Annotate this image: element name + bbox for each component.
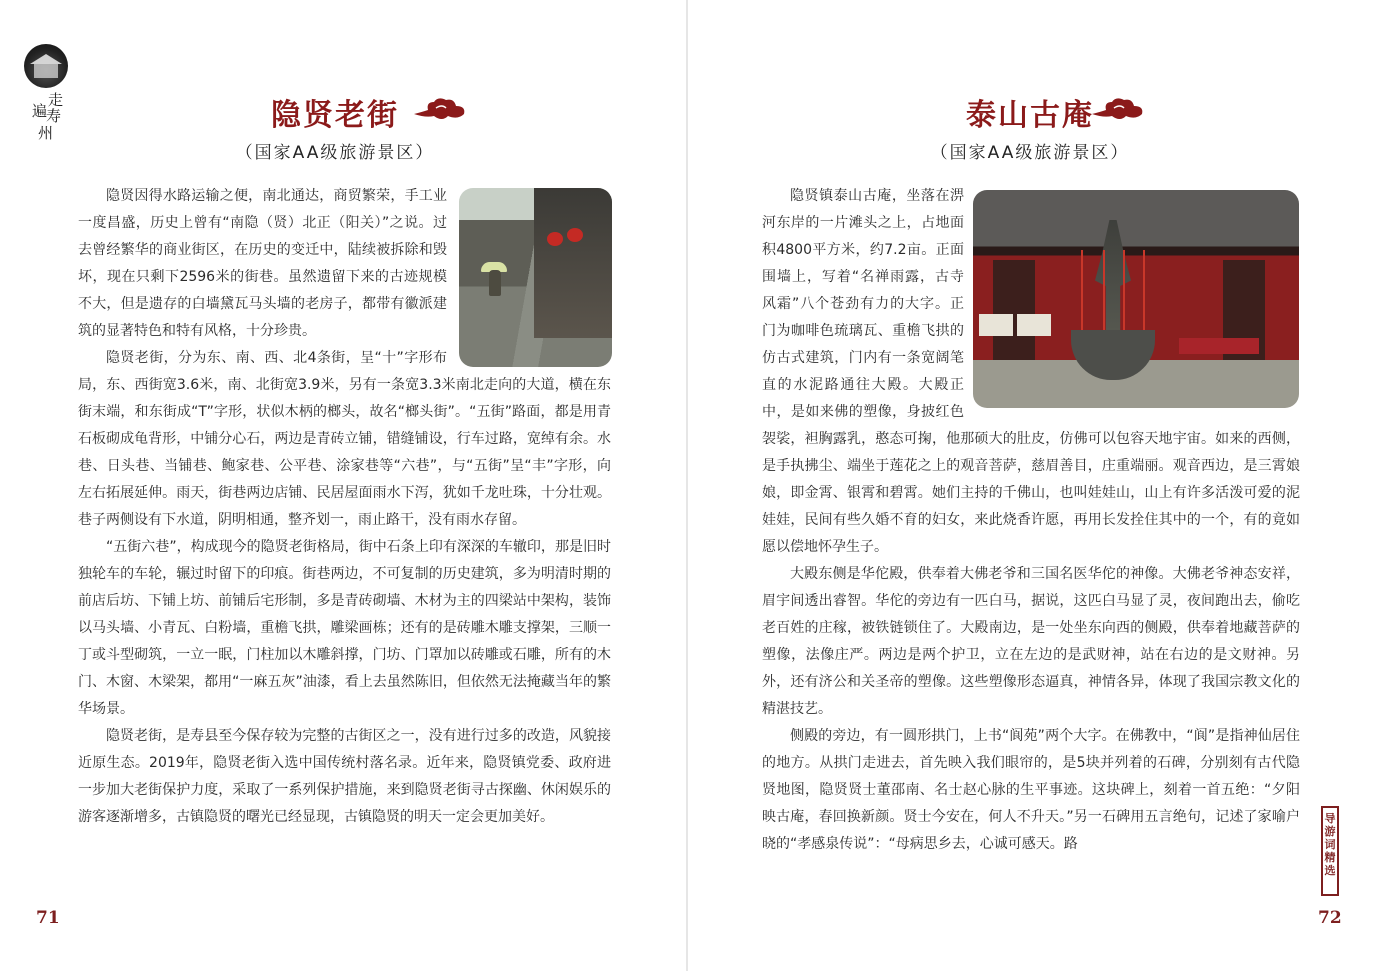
paragraph: “五街六巷”，构成现今的隐贤老街格局，街中石条上印有深深的车辙印，那是旧时独轮车的车轮，辗过时留下的印痕。街巷两边，不可复制的历史建筑，多为明清时期的前店后坊、下铺上坊、前铺后宅形制，多是青砖砌墙、木材为主的四梁站中架构，装饰以马头墙、小青瓦、白粉墙，重檐飞拱，雕梁画栋；还有的是砖雕木雕支撑架，三顺一丁或斗型砌筑，一立一眠，门柱加以木雕斜撑，门坊、门罩加以砖雕或石雕，所有的木门、木窗、木梁架，都用“一麻五灰”油漆，看上去虽然陈旧，但依然无法掩藏当年的繁华场景。 — [78, 539, 611, 717]
page-title: 泰山古庵 — [966, 98, 1094, 133]
brand-char: 寿 — [46, 107, 62, 125]
left-page — [0, 0, 687, 971]
paragraph: 大殿东侧是华佗殿，供奉着大佛老爷和三国名医华佗的神像。大佛老爷神态安祥，眉宇间透出睿智。华佗的旁边有一匹白马，据说，这匹白马显了灵，夜间跑出去，偷吃老百姓的庄稼，被铁链锁住了。大殿南边，是一处坐东向西的侧殿，供奉着地藏菩萨的塑像，法像庄严。两边是两个护卫，立在左边的是武财神，站在右边的是文财神。另外，还有济公和关圣帝的塑像。这些塑像形态逼真，神情各异，体现了我国宗教文化的精湛技艺。 — [762, 566, 1300, 717]
page-title: 隐贤老街 — [271, 98, 399, 133]
side-tab-char: 游 — [1324, 825, 1336, 838]
logo-emblem-icon — [24, 44, 68, 88]
paragraph: 隐贤老街，分为东、南、西、北4条街，呈“十”字形布局，东、西街宽3.6米，南、北街宽3.9米，另有一条宽3.3米南北走向的大道，横在东街末端，和东街成“T”字形，状似木柄的榔头，故名“榔头街”。“五街”路面，都是用青石板砌成龟背形，中铺分心石，两边是青砖立铺，错缝铺设，行车过路，宽绰有余。水巷、日头巷、当铺巷、鲍家巷、公平巷、涂家巷等“六巷”，与“五街”呈“丰”字形，向左右拓展延伸。雨天，街巷两边店铺、民居屋面雨水下泻，犹如千龙吐珠，十分壮观。巷子两侧设有下水道，阴明相通，整齐划一，雨止路干，没有雨水存留。 — [78, 350, 611, 528]
side-tab-char: 精 — [1324, 851, 1336, 864]
auspicious-cloud-icon — [412, 96, 468, 122]
brand-char: 遍 — [32, 102, 48, 120]
paragraph: 隐贤镇泰山古庵，坐落在淠河东岸的一片滩头之上，占地面积4800平方米，约7.2亩。正面围墙上，写着“名禅雨露，古寺风霜”八个苍劲有力的大字。正门为咖啡色琉璃瓦、重檐飞拱的仿古式建筑，门内有一条宽阔笔直的水泥路通往大殿。大殿正中，是如来佛的塑像，身披红色袈裟，袒胸露乳，憨态可掬，他那硕大的肚皮，仿佛可以包容天地宇宙。如来的西侧，是手执拂尘、端坐于莲花之上的观音菩萨，慈眉善目，庄重端丽。观音西边，是三霄娘娘，即金霄、银霄和碧霄。她们主持的千佛山，也叫娃娃山，山上有许多活泼可爱的泥娃娃，民间有些久婚不育的妇女，来此烧香许愿，再用长发拴住其中的一个，有的竟如愿以偿地怀孕生子。 — [762, 188, 1300, 555]
page-number: 72 — [1318, 908, 1342, 928]
brand-calligraphy — [30, 92, 70, 152]
paragraph: 隐贤因得水路运输之便，南北通达，商贸繁荣，手工业一度昌盛，历史上曾有“南隐（贤）北正（阳关）”之说。过去曾经繁华的商业街区，在历史的变迁中，陆续被拆除和毁坏，现在只剩下2596米的街巷。虽然遗留下来的古迹规模不大，但是遗存的白墙黛瓦马头墙的老房子，都带有徽派建筑的显著特色和特有风格，十分珍贵。 — [78, 188, 447, 339]
brand-char: 州 — [38, 124, 54, 142]
section-side-tab — [1321, 806, 1339, 896]
side-tab-char: 词 — [1324, 838, 1336, 851]
side-tab-char: 导 — [1324, 812, 1336, 825]
right-body-text — [762, 183, 1300, 858]
side-tab-char: 选 — [1324, 864, 1336, 877]
page-subtitle: （国家AA级旅游景区） — [930, 143, 1130, 163]
left-body-text — [78, 183, 611, 831]
page-subtitle: （国家AA级旅游景区） — [235, 143, 435, 163]
auspicious-cloud-icon — [1090, 96, 1146, 122]
page-number: 71 — [36, 908, 60, 928]
brand-char: 走 — [48, 91, 64, 109]
paragraph: 隐贤老街，是寿县至今保存较为完整的古街区之一，没有进行过多的改造，风貌接近原生态。2019年，隐贤老街入选中国传统村落名录。近年来，隐贤镇党委、政府进一步加大老街保护力度，采取了一系列保护措施，来到隐贤老街寻古探幽、休闲娱乐的游客逐渐增多，古镇隐贤的曙光已经显现，古镇隐贤的明天一定会更加美好。 — [78, 728, 611, 825]
paragraph: 侧殿的旁边，有一圆形拱门，上书“阆苑”两个大字。在佛教中，“阆”是指神仙居住的地方。从拱门走进去，首先映入我们眼帘的，是5块并列着的石碑，分别刻有古代隐贤地图，隐贤贤士董邵南、名士赵心脉的生平事迹。这块碑上，刻着一首五绝：“夕阳映古庵，春回换新颜。贤士今安在，何人不升天。”另一石碑用五言绝句，记述了家喻户晓的“孝感泉传说”：“母病思乡去，心诚可感天。路 — [762, 728, 1300, 852]
